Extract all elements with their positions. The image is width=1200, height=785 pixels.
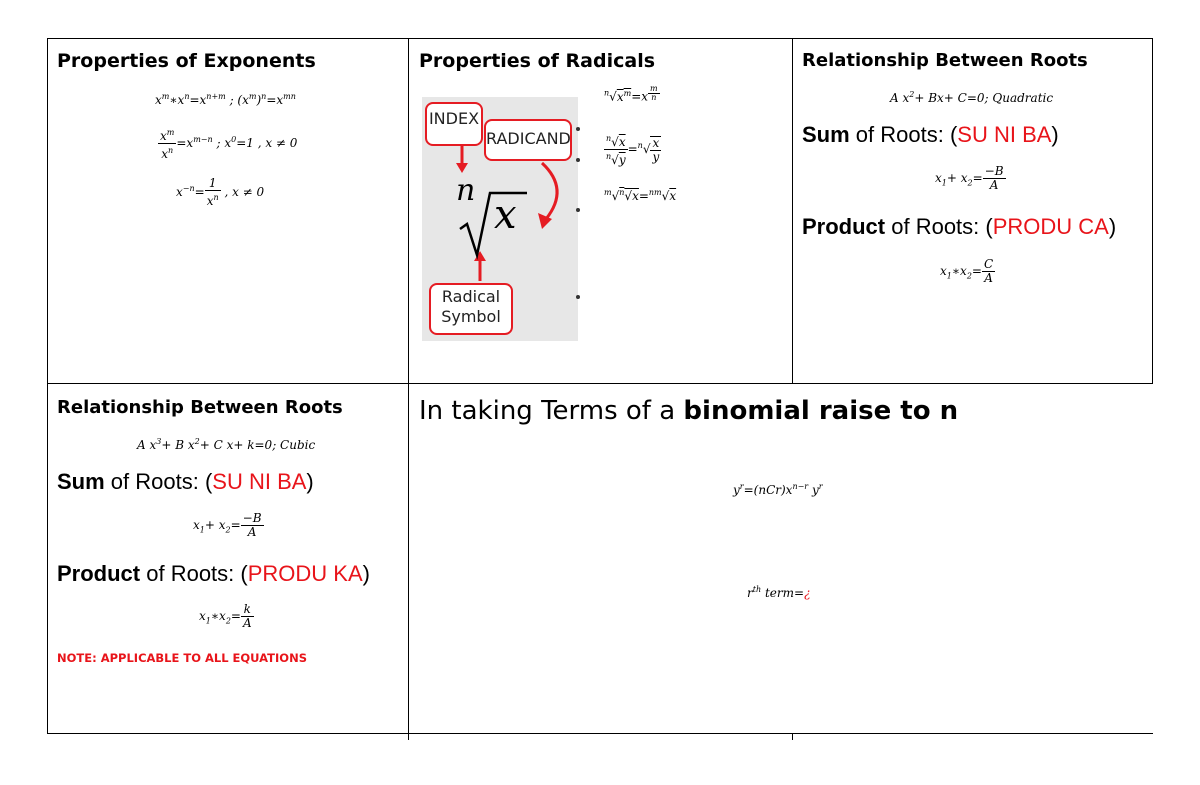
bullet-dot bbox=[576, 295, 580, 299]
quadratic-title: Relationship Between Roots bbox=[802, 50, 1088, 71]
cubic-sum-formula: $x_1+ x_2=$ $\frac{-B}{A}$ bbox=[193, 511, 262, 539]
radicand-symbol: x bbox=[494, 192, 517, 238]
product-word: Product bbox=[57, 561, 141, 586]
sum-word: Sum bbox=[57, 469, 105, 494]
product-word: Product bbox=[802, 214, 886, 239]
index-label-box: INDEX bbox=[425, 102, 483, 146]
quadratic-equation-tail: ; Quadratic bbox=[984, 91, 1054, 105]
radical-rule-quotient: $\frac{^n√x}{^n√y}$ =$^n$√ $\frac{x}{y}$ bbox=[606, 134, 660, 167]
radical-symbol-label-line2: Symbol bbox=[441, 307, 501, 326]
binomial-term-formula: $y^r=(nCr)x^{n-r}$ $y^r$ bbox=[733, 482, 823, 497]
radical-index-symbol: n bbox=[456, 173, 476, 208]
quadratic-product-formula: $x_1∗x_2=$ $\frac{C}{A}$ bbox=[940, 257, 994, 285]
quadratic-sum-formula: $x_1+ x_2=$ $\frac{-B}{A}$ bbox=[935, 164, 1004, 192]
cubic-sum-label: Sum of Roots: (SU NI BA) bbox=[57, 469, 314, 494]
rth-term-tail: ¿ bbox=[804, 586, 811, 600]
table-left-border bbox=[47, 38, 48, 734]
exponent-rule-quotient: $\frac{x^m}{x^n}$ $=x^{m-n}$ ; $x^0=1$ , x ≠ 0 bbox=[160, 128, 298, 161]
bullet-dot bbox=[576, 208, 580, 212]
binomial-title: In taking Terms of a binomial raise to n bbox=[419, 396, 959, 426]
radical-rule-power: $^n√x^m=x$ $^{\frac{m}{n}}$ bbox=[604, 84, 658, 104]
exponent-rule-negative: $x^{-n}=$ $\frac{1}{x^n}$ , x ≠ 0 bbox=[176, 176, 265, 208]
binomial-title-bold: binomial raise to n bbox=[683, 396, 959, 426]
product-mnemonic: PRODU KA bbox=[247, 561, 363, 586]
bullet-dot bbox=[576, 158, 580, 162]
rth-term-formula: $r^{th}$ term=¿ bbox=[747, 585, 811, 600]
column-divider-2-stub bbox=[792, 733, 793, 740]
table-middle-border bbox=[47, 383, 1153, 384]
table-right-border bbox=[1152, 38, 1153, 384]
quadratic-sum-label: Sum of Roots: (SU NI BA) bbox=[802, 122, 1059, 147]
sum-mnemonic: SU NI BA bbox=[957, 122, 1052, 147]
sum-word: Sum bbox=[802, 122, 850, 147]
cubic-product-label: Product of Roots: (PRODU KA) bbox=[57, 561, 370, 586]
cubic-product-formula: $x_1∗x_2=$ $\frac{k}{A}$ bbox=[199, 602, 252, 630]
radical-rule-nested: $^m$√$^n$√x=$^{nm}$√x bbox=[604, 188, 677, 203]
exponent-zero-rule: ; $x^0=1$ , x ≠ 0 bbox=[212, 135, 298, 150]
radical-diagram bbox=[422, 97, 578, 341]
bullet-dot bbox=[576, 127, 580, 131]
cubic-equation-tail: ; Cubic bbox=[272, 438, 316, 452]
cubic-equation: A $x^3+ B$ $x^2+ C$ x+ k=0; Cubic bbox=[137, 437, 316, 452]
table-top-border bbox=[47, 38, 1153, 39]
quadratic-product-label: Product of Roots: (PRODU CA) bbox=[802, 214, 1117, 239]
cubic-title: Relationship Between Roots bbox=[57, 397, 343, 418]
radical-symbol-label-line1: Radical bbox=[441, 287, 501, 306]
exponent-rule-product: $x^m∗x^n=x^{n+m}$ ; $(x^m)^n=x^{mn}$ bbox=[155, 92, 296, 107]
column-divider-2-top bbox=[792, 38, 793, 384]
product-mnemonic: PRODU CA bbox=[992, 214, 1109, 239]
quadratic-equation: A $x^2+ Bx+ C=0$; Quadratic bbox=[890, 90, 1054, 105]
column-divider-1 bbox=[408, 38, 409, 740]
exponents-title: Properties of Exponents bbox=[57, 50, 316, 72]
applicability-note: NOTE: APPLICABLE TO ALL EQUATIONS bbox=[57, 651, 307, 665]
radicand-label-box: RADICAND bbox=[484, 119, 572, 161]
radicals-title: Properties of Radicals bbox=[419, 50, 656, 72]
table-bottom-border bbox=[47, 733, 1153, 734]
sum-mnemonic: SU NI BA bbox=[212, 469, 307, 494]
